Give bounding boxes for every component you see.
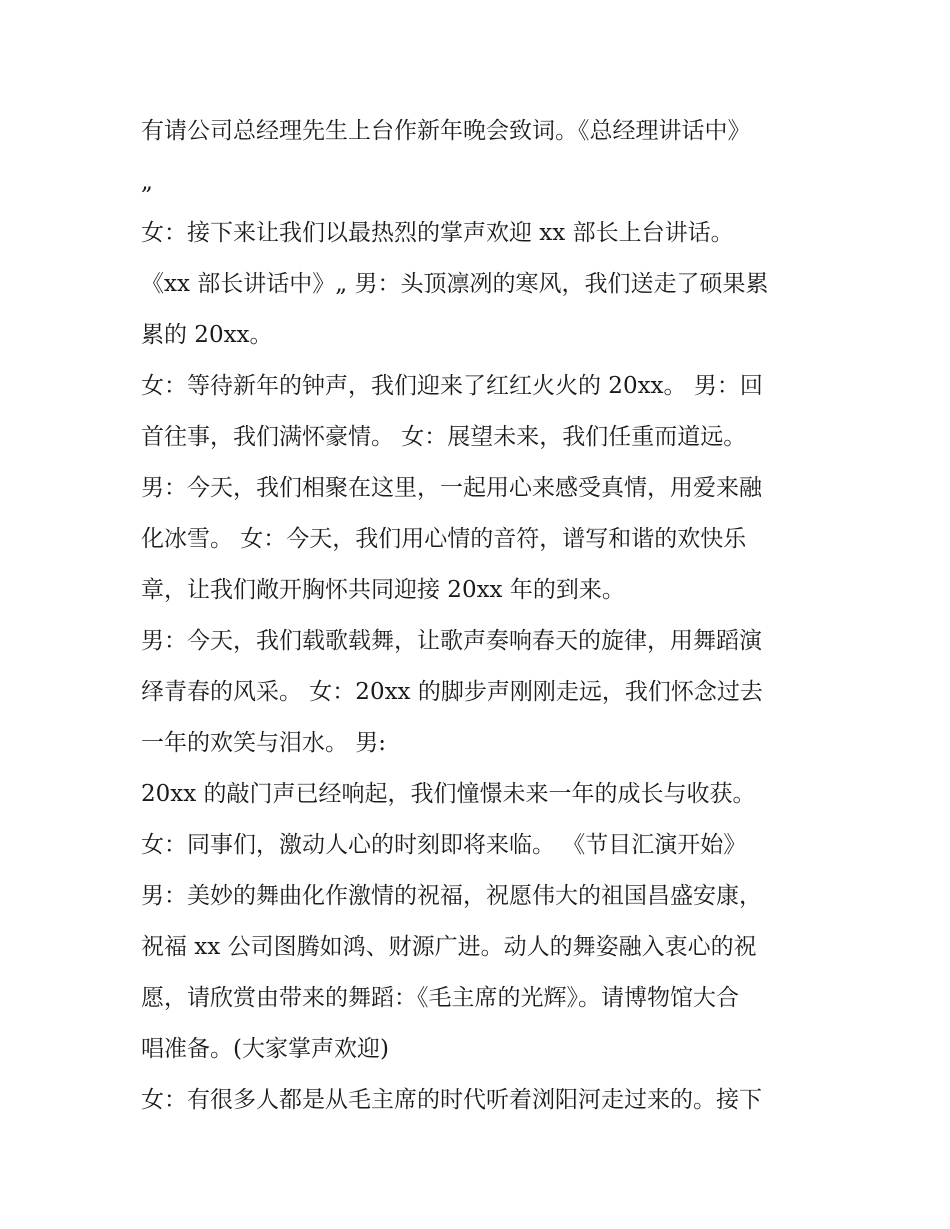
text-line: 女：有很多人都是从毛主席的时代听着浏阳河走过来的。接下	[141, 1087, 762, 1113]
text-line: „	[141, 169, 153, 195]
text-line: 愿，请欣赏由带来的舞蹈：《毛主席的光辉》。请博物馆大合	[141, 985, 739, 1011]
document-body	[141, 106, 831, 1126]
text-line: 男：美妙的舞曲化作激情的祝福，祝愿伟大的祖国昌盛安康，	[141, 883, 762, 909]
text-line: 有请公司总经理先生上台作新年晚会致词。《总经理讲话中》	[141, 118, 751, 144]
text-line: 女：等待新年的钟声，我们迎来了红红火火的 20xx。 男：回	[141, 373, 763, 399]
text-line: 男：今天，我们相聚在这里，一起用心来感受真情，用爱来融	[141, 475, 762, 501]
text-line: 20xx 的敲门声已经响起，我们憧憬未来一年的成长与收获。	[141, 781, 756, 807]
text-line: 唱准备。(大家掌声欢迎)	[141, 1036, 389, 1062]
text-line: 绎青春的风采。 女：20xx 的脚步声刚刚走远，我们怀念过去	[141, 679, 763, 705]
text-line: 男：今天，我们载歌载舞，让歌声奏响春天的旋律，用舞蹈演	[141, 628, 762, 654]
text-line: 祝福 xx 公司图腾如鸿、财源广进。动人的舞姿融入衷心的祝	[141, 934, 757, 960]
text-line: 累的 20xx。	[141, 322, 273, 348]
text-line: 女：接下来让我们以最热烈的掌声欢迎 xx 部长上台讲话。	[141, 220, 734, 246]
text-line: 首往事，我们满怀豪情。 女：展望未来，我们任重而道远。	[141, 424, 747, 450]
text-line: 一年的欢笑与泪水。 男:	[141, 730, 387, 756]
text-line: 《xx 部长讲话中》„ 男：头顶凛冽的寒风，我们送走了硕果累	[141, 271, 769, 297]
text-line: 章，让我们敞开胸怀共同迎接 20xx 年的到来。	[141, 577, 625, 603]
text-line: 化冰雪。 女：今天，我们用心情的音符，谱写和谐的欢快乐	[141, 526, 747, 552]
text-line: 女：同事们，激动人心的时刻即将来临。 《节目汇演开始》	[141, 832, 747, 858]
